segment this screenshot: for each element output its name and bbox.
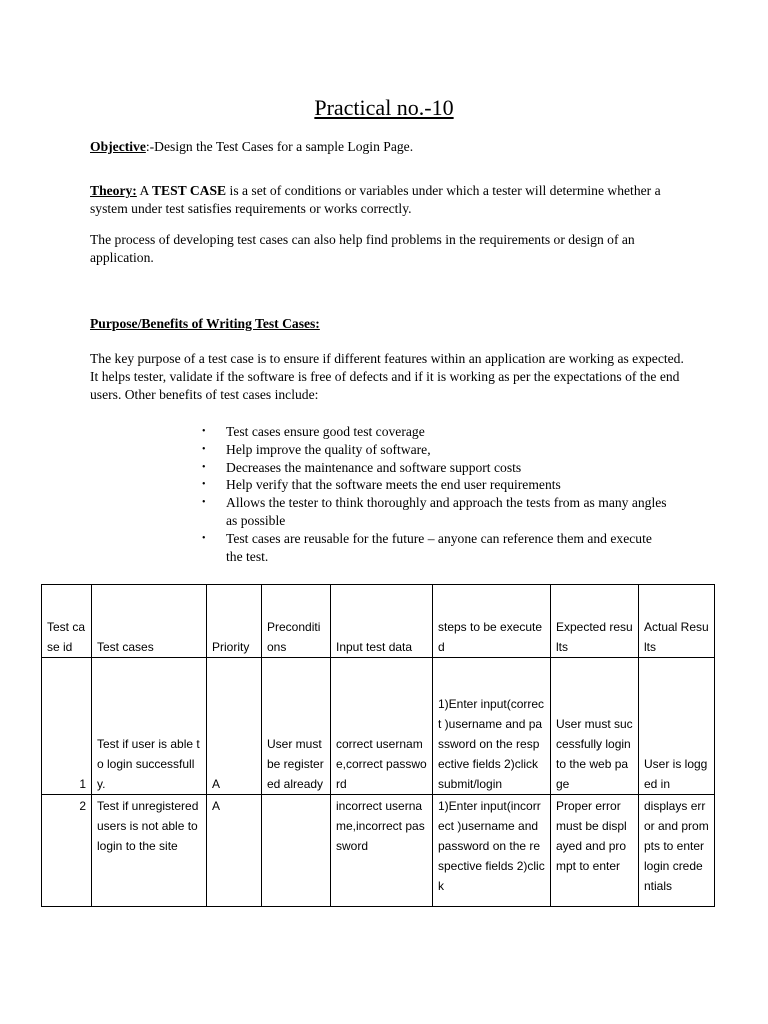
header-cell-priority: Priority <box>207 585 262 658</box>
table-cell: A <box>207 658 262 795</box>
table-cell: User must be registered already <box>262 658 331 795</box>
purpose-paragraph: The key purpose of a test case is to ensure if different features within an application are working as expected. It helps tester, validate if the software is free of defects and if it is working as per the expectations of the end users. Other benefits of test cases include: <box>90 351 684 402</box>
list-item: • Test cases are reusable for the future – anyone can reference them and execute the test. <box>200 530 670 566</box>
table-cell: 1)Enter input(correct )username and password on the respective fields 2)click submit/login <box>433 658 551 795</box>
header-cell-input: Input test data <box>331 585 433 658</box>
table-header-row <box>42 585 715 658</box>
table-cell: 2 <box>42 795 92 907</box>
table-cell: correct username,correct password <box>331 658 433 795</box>
process-paragraph: The process of developing test cases can also help find problems in the requirements or design of an application. <box>90 232 635 265</box>
list-item: • Help improve the quality of software, <box>200 441 670 459</box>
header-cell-test-cases: Test cases <box>92 585 207 658</box>
theory-label: Theory: <box>90 183 137 198</box>
theory-pre: A <box>136 183 152 198</box>
table-cell: displays error and prompts to enter login credentials <box>639 795 715 907</box>
objective-text: :-Design the Test Cases for a sample Login Page. <box>145 139 414 154</box>
table-cell: 1)Enter input(incorrect )username and password on the respective fields 2)click <box>433 795 551 907</box>
objective-label: Objective <box>90 139 146 154</box>
benefits-list <box>200 423 670 565</box>
test-case-term: TEST CASE <box>151 183 227 198</box>
table-row <box>42 658 715 795</box>
list-item: • Test cases ensure good test coverage <box>200 423 670 441</box>
list-item: • Decreases the maintenance and software support costs <box>200 459 670 477</box>
table-cell: Test if unregistered users is not able to login to the site <box>92 795 207 907</box>
header-cell-id: Test case id <box>42 585 92 658</box>
table-cell: User is logged in <box>639 658 715 795</box>
objective-paragraph <box>90 138 690 156</box>
table-cell: A <box>207 795 262 907</box>
header-cell-expected: Expected results <box>551 585 639 658</box>
table-cell: User must successfully login to the web page <box>551 658 639 795</box>
theory-paragraph <box>90 182 690 218</box>
test-cases-table <box>41 584 715 907</box>
list-item: • Help verify that the software meets the end user requirements <box>200 476 670 494</box>
header-cell-preconditions: Preconditions <box>262 585 331 658</box>
table-cell: Proper error must be displayed and prompt to enter <box>551 795 639 907</box>
purpose-heading: Purpose/Benefits of Writing Test Cases: <box>90 316 320 331</box>
table-cell: incorrect username,incorrect password <box>331 795 433 907</box>
header-cell-actual: Actual Results <box>639 585 715 658</box>
page-title: Practical no.-10 <box>314 95 454 120</box>
table-row <box>42 795 715 907</box>
header-cell-steps: steps to be executed <box>433 585 551 658</box>
table-cell: Test if user is able to login successfully. <box>92 658 207 795</box>
list-item: • Allows the tester to think thoroughly and approach the tests from as many angles as possible <box>200 494 670 530</box>
table-cell <box>262 795 331 907</box>
table-cell: 1 <box>42 658 92 795</box>
theory-text: is a set of conditions or variables under which a tester will determine whether a system under test satisfies requirements or works correctly. <box>90 183 661 216</box>
